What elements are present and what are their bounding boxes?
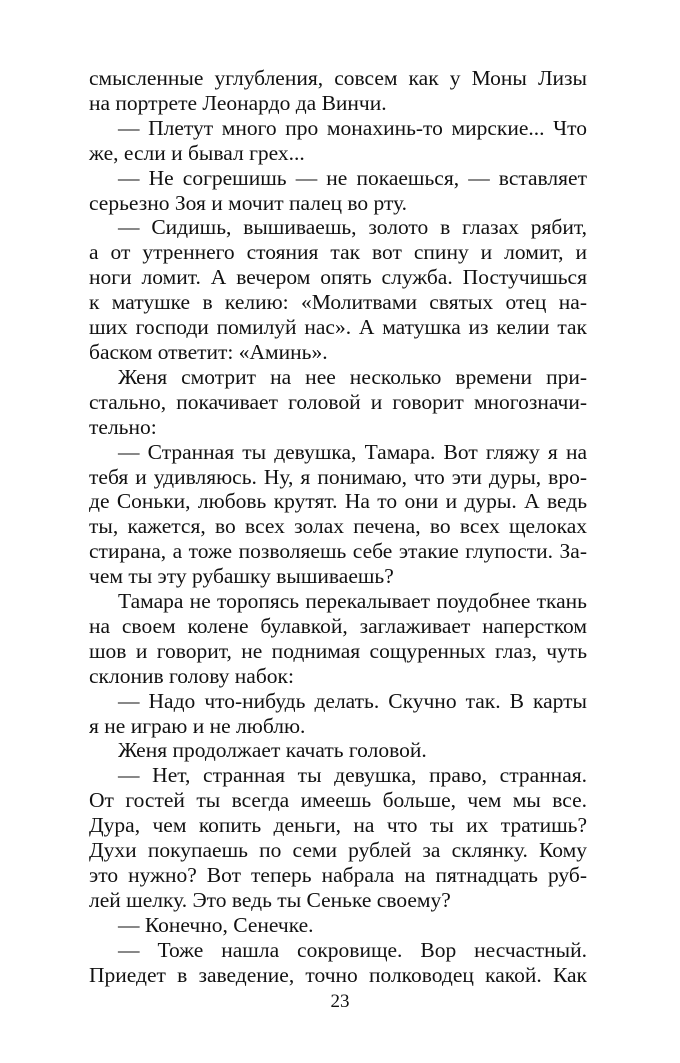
paragraph	[89, 589, 587, 689]
text-line: — Сидишь, вышиваешь, золото в глазах рябит,	[118, 215, 587, 240]
paragraph	[89, 763, 587, 912]
text-line: же, если и бывал грех...	[89, 140, 305, 165]
text-line: смысленные углубления, совсем как у Моны Лизы	[89, 66, 587, 90]
text-line: склонив голову набок:	[89, 663, 294, 688]
text-line: баском ответит: «Аминь».	[89, 339, 328, 364]
text-line: шов и говорит, не поднимая сощуренных глаз, чуть	[89, 638, 587, 663]
text-line: — Нет, странная ты девушка, право, странная.	[118, 763, 587, 788]
paragraph	[89, 66, 587, 116]
paragraph	[89, 738, 587, 763]
text-line: на портрете Леонардо да Винчи.	[89, 90, 387, 115]
paragraph	[89, 365, 587, 440]
text-line: — Надо что-нибудь делать. Скучно так. В карты	[118, 688, 587, 713]
text-line: — Не согрешишь — не покаешься, — вставляет	[118, 165, 587, 190]
text-line: тебя и удивляюсь. Ну, я понимаю, что эти дуры, вро-	[89, 464, 587, 489]
text-line: стирана, а тоже позволяешь себе этакие глупости. За-	[89, 539, 587, 564]
text-line: чем ты эту рубашку вышиваешь?	[89, 564, 394, 589]
text-line: ших господи помилуй нас». А матушка из келии так	[89, 315, 587, 340]
text-line: Тамара не торопясь перекалывает поудобнее ткань	[118, 589, 587, 614]
page-number: 23	[330, 991, 350, 1012]
text-line: де Соньки, любовь крутят. На то они и дуры. А ведь	[89, 489, 587, 514]
paragraph	[89, 689, 587, 739]
text-line: Женя продолжает качать головой.	[118, 738, 427, 763]
text-line: ты, кажется, во всех золах печена, во всех щелоках	[89, 514, 587, 539]
text-line: серьезно Зоя и мочит палец во рту.	[89, 190, 408, 215]
text-line: — Странная ты девушка, Тамара. Вот гляжу я на	[118, 439, 587, 464]
text-line: ноги ломит. А вечером опять служба. Постучишься	[89, 265, 587, 290]
text-line: — Плетут много про монахинь-то мирские... Что	[118, 115, 587, 140]
text-line: я не играю и не люблю.	[89, 713, 306, 738]
paragraph	[89, 938, 587, 988]
paragraph	[89, 913, 587, 938]
text-line: Дура, чем копить деньги, на что ты их тратишь?	[89, 813, 587, 838]
text-line: — Тоже нашла сокровище. Вор несчастный.	[118, 937, 587, 962]
paragraph	[89, 215, 587, 364]
text-line: Духи покупаешь по семи рублей за склянку. Кому	[89, 838, 587, 863]
text-line: Женя смотрит на нее несколько времени при-	[118, 364, 587, 389]
text-line: на своем колене булавкой, заглаживает наперстком	[89, 613, 587, 638]
paragraph	[89, 116, 587, 166]
text-line: это нужно? Вот теперь набрала на пятнадцать руб-	[89, 863, 587, 887]
text-line: От гостей ты всегда имеешь больше, чем мы все.	[89, 788, 587, 813]
body-text	[89, 66, 587, 988]
text-line: к матушке в келию: «Молитвами святых отец на-	[89, 290, 587, 315]
text-line: — Конечно, Сенечке.	[118, 912, 314, 937]
text-line: стально, покачивает головой и говорит многозначи-	[89, 389, 587, 414]
text-line: тельно:	[89, 414, 157, 439]
text-line: а от утреннего стояния так вот спину и ломит, и	[89, 240, 587, 265]
text-line: Приедет в заведение, точно полководец какой. Как	[89, 962, 587, 987]
paragraph	[89, 166, 587, 216]
text-line: лей шелку. Это ведь ты Сеньке своему?	[89, 887, 451, 912]
paragraph	[89, 440, 587, 589]
